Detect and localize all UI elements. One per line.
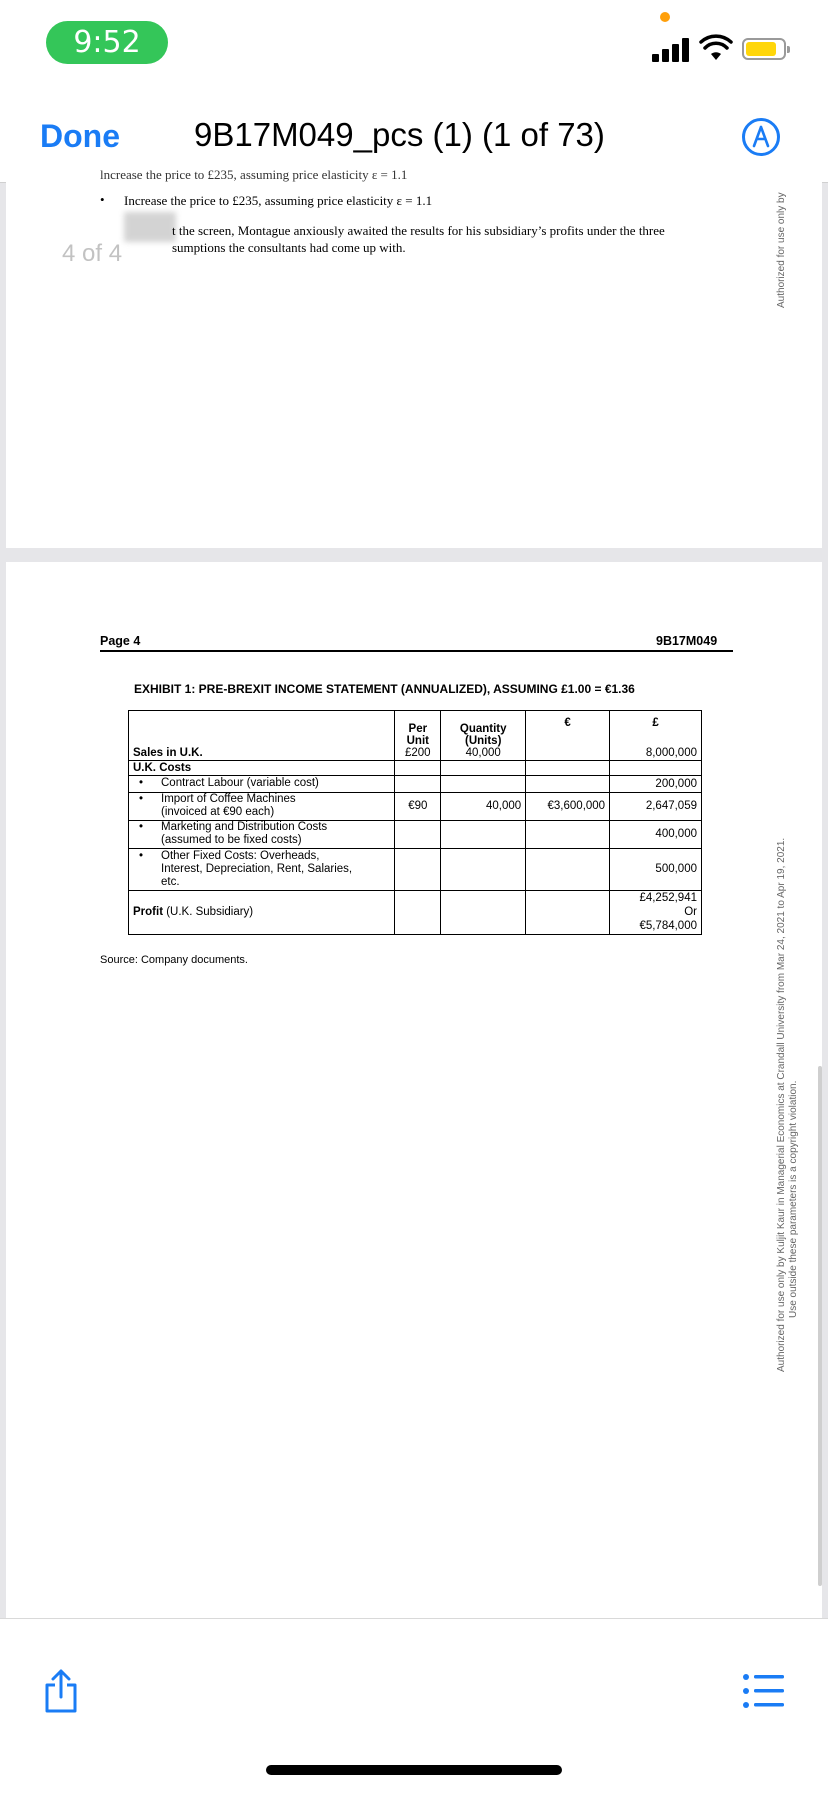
bullet-dot: • — [139, 793, 144, 805]
document-page-previous[interactable] — [6, 167, 822, 548]
document-page-current[interactable] — [6, 562, 822, 1618]
table-row: • Other Fixed Costs: Overheads, Interest, Depreciation, Rent, Salaries, etc. 500,000 — [129, 848, 702, 890]
page-number-overlay: 4 of 4 — [62, 240, 123, 267]
page-header-right: 9B17M049 — [656, 634, 718, 648]
paragraph-line: sumptions the consultants had come up with. — [172, 240, 406, 255]
bullet-dot: • — [139, 821, 144, 833]
exhibit-title: EXHIBIT 1: PRE-BREXIT INCOME STATEMENT (ANNUALIZED), ASSUMING £1.00 = €1.36 — [134, 682, 635, 696]
bottom-toolbar — [0, 1618, 828, 1793]
page-header-left: Page 4 — [100, 634, 141, 648]
table-row: • Marketing and Distribution Costs (assumed to be fixed costs) 400,000 — [129, 820, 702, 848]
share-icon[interactable] — [42, 1669, 80, 1715]
row-label-costs: U.K. Costs — [129, 760, 395, 775]
header-per-unit: Per — [395, 711, 441, 735]
source-note: Source: Company documents. — [100, 954, 248, 966]
header-pound: £ — [610, 711, 702, 735]
privacy-indicator-dot — [660, 12, 670, 22]
markup-pen-icon — [750, 125, 772, 149]
table-header-row: Unit (Units) — [129, 735, 702, 747]
table-row: Sales in U.K. £200 40,000 8,000,000 — [129, 747, 702, 761]
copyright-watermark: Authorized for use only by Kuljit Kaur in Managerial Economics at Crandall University from Mar 24, 2021 to Apr 19, 2021. — [776, 837, 787, 1372]
scrollbar[interactable] — [818, 1066, 822, 1586]
table-row: • Contract Labour (variable cost) 200,000 — [129, 775, 702, 792]
copyright-watermark: Use outside these parameters is a copyright violation. — [788, 1080, 799, 1318]
row-label-marketing: Marketing and Distribution Costs — [161, 821, 328, 833]
table-row: • Import of Coffee Machines (invoiced at €90 each) €90 40,000 €3,600,000 2,647,059 — [129, 792, 702, 820]
row-label-other: Other Fixed Costs: Overheads, — [161, 849, 320, 862]
table-row: Profit (U.K. Subsidiary) £4,252,941 Or €5,784,000 — [129, 890, 702, 934]
row-label-profit: Profit (U.K. Subsidiary) — [129, 890, 395, 934]
header-euro: € — [526, 711, 610, 735]
home-indicator[interactable] — [266, 1765, 562, 1775]
markup-button[interactable] — [742, 118, 780, 156]
paragraph-line: t the screen, Montague anxiously awaited the results for his subsidiary’s profits under the three — [172, 223, 665, 238]
cellular-signal-icon — [652, 38, 690, 62]
table-header-row — [129, 711, 702, 735]
status-bar — [0, 0, 828, 92]
wifi-icon — [700, 36, 732, 62]
income-statement-table — [128, 710, 702, 935]
done-button[interactable]: Done — [40, 118, 120, 154]
header-rule — [100, 650, 733, 652]
bullet-item-text: Increase the price to £235, assuming price elasticity ε = 1.1 — [124, 193, 433, 208]
copyright-watermark: Authorized for use only by — [776, 192, 787, 308]
header-quantity: Quantity — [441, 711, 526, 735]
battery-icon — [742, 38, 786, 60]
clipped-text-line: lncrease the price to £235, assuming price elasticity ε = 1.1 — [100, 167, 408, 182]
bullet-dot: • — [139, 849, 144, 862]
row-label-sales: Sales in U.K. — [129, 747, 395, 761]
document-title: 9B17M049_pcs (1) (1 of 73) — [194, 116, 605, 153]
bullet-dot: • — [139, 777, 144, 789]
status-time: 9:52 — [46, 21, 168, 64]
bullet-dot: • — [100, 192, 105, 207]
table-row — [129, 760, 702, 775]
row-label-labour: Contract Labour (variable cost) — [161, 777, 319, 789]
list-icon[interactable] — [742, 1671, 784, 1711]
obscured-text-blur — [124, 212, 176, 242]
row-label-import: Import of Coffee Machines — [161, 793, 296, 805]
